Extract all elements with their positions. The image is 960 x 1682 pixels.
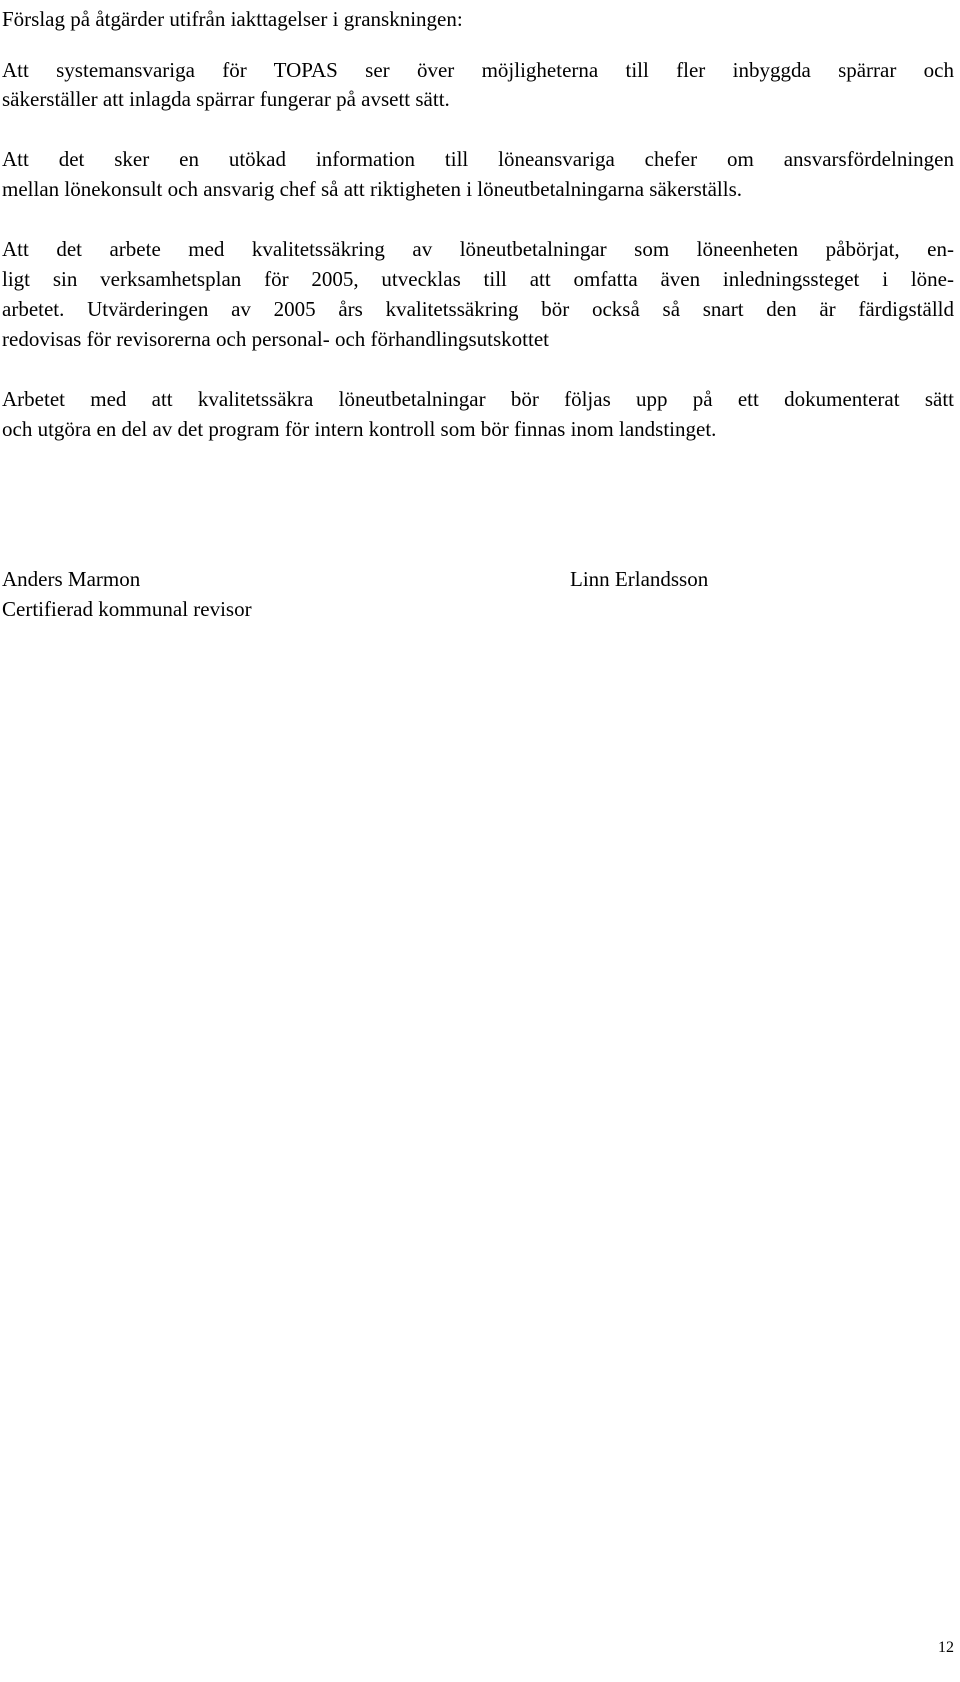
page-number: 12 xyxy=(938,1639,954,1656)
paragraph-3-line-1: Att det arbete med kvalitetssäkring av löneutbetalningar som löneenheten påbörjat, en- xyxy=(2,237,954,261)
paragraph-3-line-4: redovisas för revisorerna och personal- och förhandlingsutskottet xyxy=(2,327,550,351)
paragraph-3-line-3: arbetet. Utvärderingen av 2005 års kvalitetssäkring bör också så snart den är färdigställd xyxy=(2,297,954,321)
paragraph-1-line-1: Att systemansvariga för TOPAS ser över möjligheterna till fler inbyggda spärrar och xyxy=(2,58,954,82)
signature-left-name: Anders Marmon xyxy=(2,567,141,591)
signature-right-name: Linn Erlandsson xyxy=(570,567,709,591)
signature-left-title: Certifierad kommunal revisor xyxy=(2,597,252,621)
section-heading: Förslag på åtgärder utifrån iakttagelser i granskningen: xyxy=(2,7,463,31)
paragraph-2-line-2: mellan lönekonsult och ansvarig chef så att riktigheten i löneutbetalningarna säkerställs. xyxy=(2,177,743,201)
paragraph-4-line-1: Arbetet med att kvalitetssäkra löneutbetalningar bör följas upp på ett dokumenterat sätt xyxy=(2,387,954,411)
paragraph-4-line-2: och utgöra en del av det program för intern kontroll som bör finnas inom landstinget. xyxy=(2,417,717,441)
paragraph-1-line-2: säkerställer att inlagda spärrar fungerar på avsett sätt. xyxy=(2,87,450,111)
paragraph-2-line-1: Att det sker en utökad information till löneansvariga chefer om ansvarsfördelningen xyxy=(2,147,954,171)
paragraph-3-line-2: ligt sin verksamhetsplan för 2005, utvecklas till att omfatta även inledningssteget i löne- xyxy=(2,267,954,291)
